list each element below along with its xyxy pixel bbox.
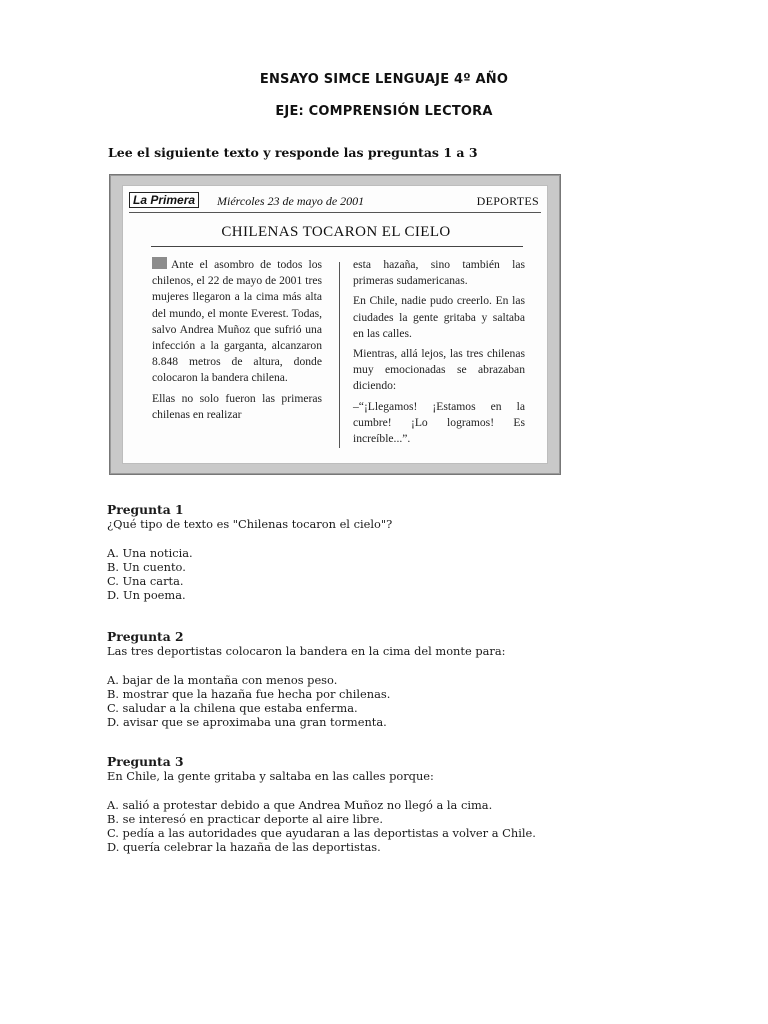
- document-subtitle: EJE: COMPRENSIÓN LECTORA: [275, 104, 493, 119]
- reading-instruction: Lee el siguiente texto y responde las preguntas 1 a 3: [108, 145, 478, 160]
- newspaper-name: La Primera: [129, 192, 199, 208]
- article-paragraph: [152, 257, 322, 387]
- question-stem: ¿Qué tipo de texto es "Chilenas tocaron el cielo"?: [107, 517, 393, 532]
- article-paragraph: Ellas no solo fueron las primeras chilenas en realizar: [152, 391, 322, 421]
- answer-option-a: A. Una noticia.: [107, 545, 193, 560]
- article-column-left: [152, 257, 322, 427]
- answer-option-a: A. salió a protestar debido a que Andrea Muñoz no llegó a la cima.: [107, 797, 493, 812]
- answer-option-b: B. Un cuento.: [107, 559, 186, 574]
- article-paragraph: Mientras, allá lejos, las tres chilenas muy emocionadas se abrazaban diciendo:: [353, 347, 525, 393]
- document-title: ENSAYO SIMCE LENGUAJE 4º AÑO: [259, 72, 509, 87]
- newspaper-date: Miércoles 23 de mayo de 2001: [217, 194, 365, 208]
- headline-divider: [151, 246, 523, 247]
- question-title: Pregunta 3: [107, 754, 184, 769]
- article-headline: CHILENAS TOCARON EL CIELO: [221, 224, 451, 240]
- answer-option-c: C. Una carta.: [107, 574, 184, 589]
- newspaper-masthead: [129, 190, 541, 213]
- newspaper-page: [122, 185, 548, 464]
- paragraph-marker-icon: [152, 257, 167, 269]
- answer-option-c: C. pedía a las autoridades que ayudaran a las deportistas a volver a Chile.: [107, 826, 536, 841]
- answer-option-d: D. Un poema.: [107, 588, 186, 603]
- question-title: Pregunta 1: [107, 502, 184, 517]
- answer-option-c: C. saludar a la chilena que estaba enferma.: [107, 701, 358, 716]
- question-stem: Las tres deportistas colocaron la bandera en la cima del monte para:: [107, 644, 506, 659]
- column-divider: [339, 262, 340, 448]
- question-2: [107, 630, 667, 730]
- answer-option-b: B. mostrar que la hazaña fue hecha por chilenas.: [107, 686, 391, 701]
- answer-options: [107, 798, 667, 855]
- article-column-right: [353, 257, 525, 451]
- answer-option-d: D. avisar que se aproximaba una gran tormenta.: [107, 715, 387, 730]
- answer-options: [107, 546, 667, 603]
- answer-option-d: D. quería celebrar la hazaña de las deportistas.: [107, 840, 381, 855]
- question-1: [107, 503, 667, 603]
- newspaper-clipping: [109, 174, 561, 475]
- article-paragraph: esta hazaña, sino también las primeras sudamericanas.: [353, 258, 525, 288]
- article-paragraph: –“¡Llegamos! ¡Estamos en la cumbre! ¡Lo logramos! Es increíble...”.: [353, 399, 525, 446]
- newspaper-section: DEPORTES: [476, 194, 539, 208]
- question-title: Pregunta 2: [107, 629, 184, 644]
- answer-option-a: A. bajar de la montaña con menos peso.: [107, 672, 338, 687]
- article-paragraph-text: Ante el asombro de todos los chilenos, el 22 de mayo de 2001 tres mujeres llegaron a la cima más alta del mundo, el monte Everest. Todas, salvo Andrea Muñoz que sufrió una infección a la garganta, alcanzaron 8.848 metros de altura, donde colocaron la bandera chilena.: [152, 258, 322, 385]
- question-3: [107, 755, 667, 855]
- answer-option-b: B. se interesó en practicar deporte al aire libre.: [107, 811, 383, 826]
- answer-options: [107, 673, 667, 730]
- question-stem: En Chile, la gente gritaba y saltaba en las calles porque:: [107, 769, 434, 784]
- article-paragraph: En Chile, nadie pudo creerlo. En las ciudades la gente gritaba y saltaba en las calles.: [353, 294, 525, 340]
